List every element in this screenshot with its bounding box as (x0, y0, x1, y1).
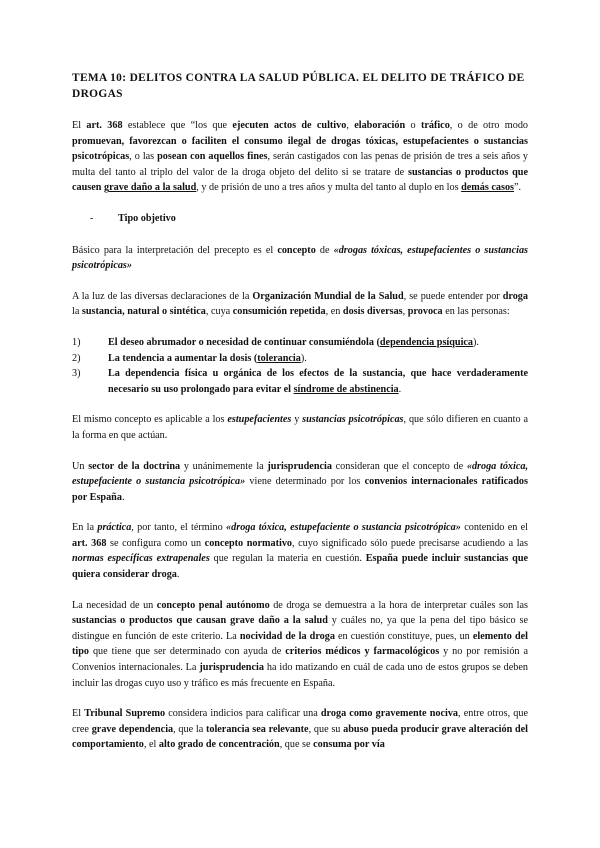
paragraph-doctrina: Un sector de la doctrina y unánimemente la jurisprudencia consideran que el concepto de «droga tóxica, estupefaciente o sustancia psicotrópica» viene determinado por los convenios internacionales ratificados por España. (72, 460, 529, 503)
paragraph-practica: En la práctica, por tanto, el término «droga tóxica, estupefaciente o sustancia psicotrópica» contenido en el art. 368 se configura como un concepto normativo, cuyo significado sólo puede precisarse acudiendo a las normas específicas extrapenales que regulan la materia en cuestión. España puede incluir sustancias que quiera considerar droga. (72, 522, 529, 581)
list-item: 2) La tendencia a aumentar la dosis (tolerancia). (72, 352, 307, 364)
list-item: 1) El deseo abrumador o necesidad de continuar consumiéndola (dependencia psíquica). (72, 336, 479, 348)
section-heading-tipo-objetivo (72, 211, 528, 227)
paragraph-art-368: El art. 368 establece que “los que ejecuten actos de cultivo, elaboración o tráfico, o de otro modo promuevan, favorezcan o faciliten el consumo ilegal de drogas tóxicas, estupefacientes o sustancias psicotrópicas, o las posean con aquellos fines, serán castigados con las penas de prisión de tres a seis años y multa del tanto al triplo del valor de la droga objeto del delito si se tratare de sustancias o productos que causen grave daño a la salud, y de prisión de uno a tres años y multa del tanto al duplo en los demás casos”. (72, 120, 529, 194)
list-item: 3) La dependencia física u orgánica de los efectos de la sustancia, que hace verdaderamente necesario su uso prolongado para evitar el síndrome de abstinencia. (72, 368, 528, 395)
document-title: TEMA 10: DELITOS CONTRA LA SALUD PÚBLICA. EL DELITO DE TRÁFICO DE DROGAS (72, 72, 525, 100)
effects-list (72, 335, 528, 397)
paragraph-concepto-penal: La necesidad de un concepto penal autónomo de droga se demuestra a la hora de interpretar cuáles son las sustancias o productos que causan grave daño a la salud y cuáles no, ya que la pena del tipo básico se distingue en función de este criterio. La nocividad de la droga en cuestión constituye, pues, un elemento del tipo que tiene que ser determinado con ayuda de criterios médicos y farmacológicos y no por remisión a Convenios internacionales. La jurisprudencia ha ido matizando en cuál de cada uno de estos grupos se deben incluir las drogas cuyo uso y tráfico es más frecuente en España. (72, 599, 529, 689)
paragraph-oms: A la luz de las diversas declaraciones de la Organización Mundial de la Salud, se puede entender por droga la sustancia, natural o sintética, cuya consumición repetida, en dosis diversas, provoca en las personas: (72, 290, 528, 318)
paragraph-tribunal-supremo: El Tribunal Supremo considera indicios para calificar una droga como gravemente nociva, entre otros, que cree grave dependencia, que la tolerancia sea relevante, que su abuso pueda producir grave alteración del comportamiento, el alto grado de concentración, que se consuma por vía (72, 708, 529, 751)
document-page (72, 70, 528, 768)
paragraph-estupefacientes: El mismo concepto es aplicable a los estupefacientes y sustancias psicotrópicas, que sólo difieren en cuanto a la forma en que actúan. (72, 414, 528, 441)
section-heading-label: Tipo objetivo (118, 212, 176, 224)
paragraph-concepto: Básico para la interpretación del precepto es el concepto de «drogas tóxicas, estupefacientes o sustancias psicotrópicas» (72, 244, 528, 272)
dash-bullet: - (90, 212, 94, 224)
